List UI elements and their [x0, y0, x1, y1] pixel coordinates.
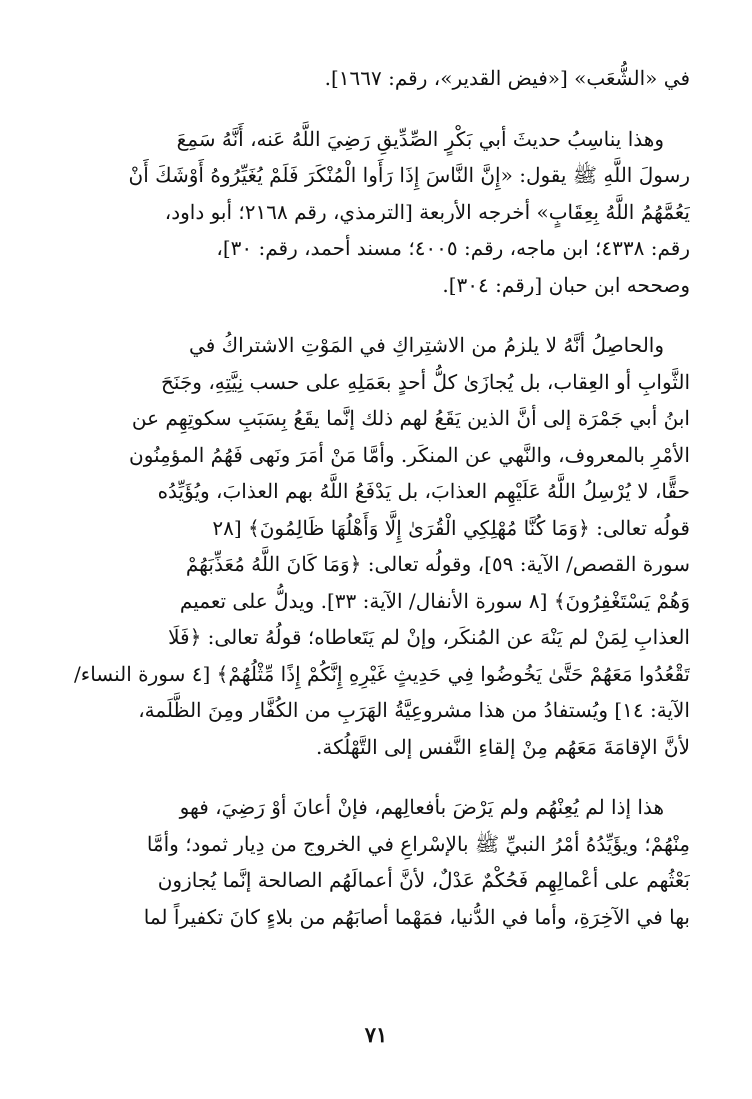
paragraph-4	[72, 789, 690, 935]
text-line: تَقْعُدُوا مَعَهُمْ حَتَّىٰ يَخُوضُوا فِي حَدِيثٍ غَيْرِهِ إِنَّكُمْ إِذًا مِّثْلُهُمْ﴾ [٤ سورة النساء/	[74, 661, 690, 686]
text-line: الآية: ١٤] ويُستفادُ من هذا مشروعِيَّةُ الهَرَبِ من الكُفَّار ومِنَ الظَّلَمة،	[138, 698, 690, 722]
text-line: رقم: ٤٣٣٨؛ ابن ماجه، رقم: ٤٠٠٥؛ مسند أحمد، رقم: ٣٠]،	[216, 236, 690, 260]
paragraph-1	[72, 60, 690, 97]
text-line: الأمْرِ بالمعروف، والنَّهي عن المنكَر. وأمَّا مَنْ أمَرَ ونَهى فَهُمُ المؤمِنُون	[129, 442, 690, 467]
paragraph-gap	[72, 303, 690, 327]
text-line: وصححه ابن حبان [رقم: ٣٠٤].	[442, 272, 690, 297]
text-line: حقًّا، لا يُرْسِلُ اللَّهُ عَلَيْهِم العذابَ، بل يَدْفَعُ اللَّهُ بهم العذابَ، ويُؤَيِّدُه	[157, 479, 690, 503]
text-line: في «الشُّعَب» [«فيض القدير»، رقم: ١٦٦٧].	[324, 66, 690, 90]
text-line: سورة القصص/ الآية: ٥٩]، وقولُه تعالى: ﴿وَمَا كَانَ اللَّهُ مُعَذِّبَهُمْ	[185, 552, 690, 576]
text-line: والحاصِلُ أنَّهُ لا يلزمُ من الاشتِراكِ في المَوْتِ الاشتراكُ في	[189, 333, 664, 357]
text-line: وهذا يناسِبُ حديثَ أبي بَكْرٍ الصِّدِّيقِ رَضِيَ اللَّهُ عَنه، أَنَّهُ سَمِعَ	[176, 126, 664, 151]
text-line: ابنُ أبي جَمْرَة إلى أنَّ الذين يَقَعُ لهم ذلك إنَّما يقَعُ بِسَبَبِ سكوتِهِم عن	[131, 406, 690, 430]
paragraph-2	[72, 121, 690, 304]
text-line: رسولَ اللَّهِ ﷺ يقول: «إِنَّ النَّاسَ إِذَا رَأَوا الْمُنْكَرَ فَلَمْ يُغَيِّرُوهُ أَوْشَكَ أَنْ	[128, 163, 690, 187]
paragraph-gap	[72, 765, 690, 789]
text-line: الثَّوابِ أو العِقاب، بل يُجازَىٰ كلُّ أحدٍ بعَمَلِهِ على حسب نِيَّتِهِ، وجَنَحَ	[161, 369, 690, 394]
paragraph-gap	[72, 97, 690, 121]
text-line: العذابِ لِمَنْ لم يَنْهَ عن المُنكَر، وإنْ لم يَتَعاطاه؛ قولُهُ تعالى: ﴿فَلَا	[168, 625, 690, 649]
text-line: هذا إذا لم يُعِنْهُم ولم يَرْضَ بأفعالِهم، فإنْ أعانَ أوْ رَضِيَ، فهو	[179, 795, 664, 819]
page-number: ٧١	[364, 1022, 388, 1047]
text-line: قولُه تعالى: ﴿وَمَا كُنَّا مُهْلِكِي الْقُرَىٰ إِلَّا وَأَهْلُهَا ظَالِمُونَ﴾ [٢٨	[212, 515, 690, 540]
text-line: لأنَّ الإقامَةَ مَعَهُم مِنْ إلقاءِ النَّفس إلى التَّهْلُكة.	[315, 734, 690, 759]
text-line: يَعُمَّهُمُ اللَّهُ بِعِقَابٍ» أخرجه الأربعة [الترمذي، رقم ٢١٦٨؛ أبو داود،	[164, 199, 690, 224]
text-line: بَعْثُهم على أعْمالِهِم فَحُكْمٌ عَدْلٌ، لأنَّ أعمالَهُم الصالحة إنَّما يُجازون	[157, 868, 690, 892]
page-body	[72, 60, 690, 935]
text-line: بها في الآخِرَةِ، وأما في الدُّنيا، فمَهْما أصابَهُم من بلاءٍ كانَ تكفيراً لما	[143, 904, 690, 929]
text-line: وَهُمْ يَسْتَغْفِرُونَ﴾ [٨ سورة الأنفال/ الآية: ٣٣]. ويدلُّ على تعميم	[179, 588, 690, 613]
paragraph-3	[72, 327, 690, 765]
text-line: مِنْهُمْ؛ ويؤَيِّدُهُ أمْرُ النبيِّ ﷺ بالإسْراعِ في الخروج من دِيار ثمود؛ وأمَّا	[146, 831, 690, 856]
